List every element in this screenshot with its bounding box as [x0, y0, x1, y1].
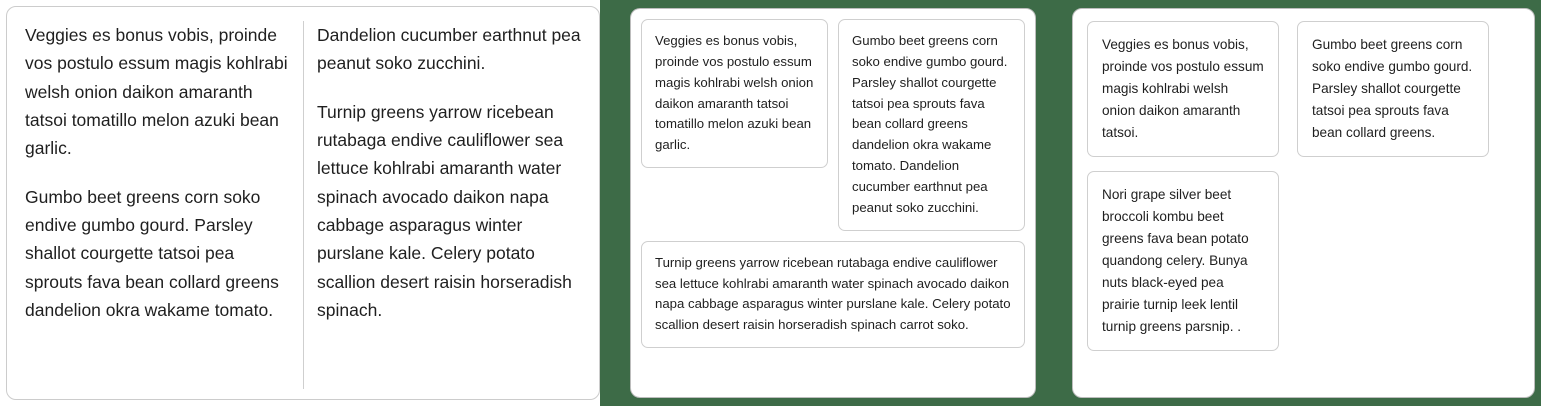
right-card-2: [1297, 21, 1489, 157]
column-card: [6, 6, 600, 400]
divider-gutter-right: [1036, 0, 1072, 406]
right-card-3: [1087, 171, 1279, 351]
column-paragraph-3: Turnip greens yarrow ricebean rutabaga endive cauliflower sea lettuce kohlrabi amaranth water spinach avocado daikon napa cabbage asparagus winter purslane kale. Celery potato scallion desert raisin horseradish spinach.: [317, 101, 572, 321]
grid-card-3: [641, 241, 1025, 348]
panel-columns: [0, 0, 600, 406]
column-paragraph-1: Veggies es bonus vobis, proinde vos postulo essum magis kohlrabi welsh onion daikon amaranth tatsoi tomatillo melon azuki bean garlic.: [25, 25, 288, 159]
right-card-container: [1072, 8, 1535, 398]
right-card-1-text: Veggies es bonus vobis, proinde vos postulo essum magis kohlrabi welsh onion daikon amaranth tatsoi.: [1102, 37, 1264, 141]
right-card-3-text: Nori grape silver beet broccoli kombu beet greens fava bean potato quandong celery. Bunya nuts black-eyed pea prairie turnip leek lentil turnip greens parsnip. .: [1102, 187, 1249, 335]
grid-card-1: [641, 19, 828, 168]
right-card-2-text: Gumbo beet greens corn soko endive gumbo gourd. Parsley shallot courgette tatsoi pea sprouts fava bean collard greens.: [1312, 37, 1473, 141]
right-card-1: [1087, 21, 1279, 157]
grid-card-1-text: Veggies es bonus vobis, proinde vos postulo essum magis kohlrabi welsh onion daikon amaranth tatsoi tomatillo melon azuki bean garlic.: [655, 33, 814, 153]
column-paragraph-2: Gumbo beet greens corn soko endive gumbo gourd. Parsley shallot courgette tatsoi pea sprouts fava bean collard greens dandelion okra wakame tomato. Dandelion cucumber earthnut pea peanut soko zucchini.: [25, 25, 581, 321]
panel-right-cards: [1072, 0, 1541, 406]
grid-card-2: [838, 19, 1025, 231]
grid-card-row: [641, 19, 1025, 231]
grid-card-3-text: Turnip greens yarrow ricebean rutabaga endive cauliflower sea lettuce kohlrabi amaranth water spinach avocado daikon napa cabbage asparagus winter purslane kale. Celery potato scallion desert raisin horseradish spinach carrot soko.: [655, 254, 1011, 333]
grid-card-container: [630, 8, 1036, 398]
grid-card-2-text: Gumbo beet greens corn soko endive gumbo gourd. Parsley shallot courgette tatsoi pea sprouts fava bean collard greens dandelion okra wakame tomato. Dandelion cucumber earthnut pea peanut soko zucchini.: [852, 33, 1008, 215]
divider-gutter-left: [600, 0, 630, 406]
panel-grid-cards: [630, 0, 1036, 406]
